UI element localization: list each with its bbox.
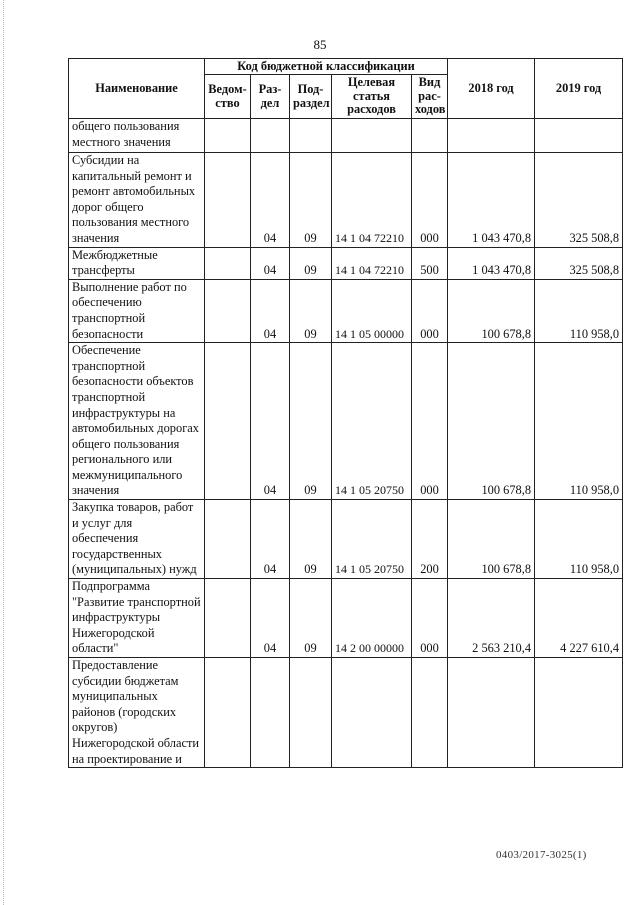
row-value-2019: 110 958,0 <box>535 500 623 579</box>
row-podrazdel: 09 <box>290 343 332 500</box>
row-expense-type: 000 <box>412 279 448 342</box>
row-name: Обеспечение транспортной безопасности объектов транспортной инфраструктуры на автомобильных дорогах общего пользования регионального или межмуниципального значения <box>69 343 205 500</box>
row-name: Субсидии на капитальный ремонт и ремонт автомобильных дорог общего пользования местного значения <box>69 153 205 248</box>
row-vedomstvo <box>205 500 251 579</box>
row-razdel: 04 <box>251 247 290 279</box>
document-code: 0403/2017-3025(1) <box>496 849 587 861</box>
table-row <box>69 343 623 500</box>
row-name: Межбюджетные трансферты <box>69 247 205 279</box>
header-name: Наименование <box>69 59 205 119</box>
row-target-article <box>332 119 412 153</box>
row-target-article: 14 1 04 72210 <box>332 247 412 279</box>
row-razdel: 04 <box>251 279 290 342</box>
row-expense-type <box>412 119 448 153</box>
header-year-2019: 2019 год <box>535 59 623 119</box>
row-value-2019: 110 958,0 <box>535 343 623 500</box>
table-row <box>69 119 623 153</box>
row-target-article: 14 1 05 00000 <box>332 279 412 342</box>
row-vedomstvo <box>205 279 251 342</box>
row-target-article: 14 1 04 72210 <box>332 153 412 248</box>
table-row <box>69 500 623 579</box>
row-vedomstvo <box>205 579 251 658</box>
row-vedomstvo <box>205 119 251 153</box>
row-razdel <box>251 119 290 153</box>
row-vedomstvo <box>205 343 251 500</box>
row-value-2019 <box>535 119 623 153</box>
table-row <box>69 579 623 658</box>
row-name: Выполнение работ по обеспечению транспортной безопасности <box>69 279 205 342</box>
row-target-article: 14 1 05 20750 <box>332 500 412 579</box>
row-expense-type: 000 <box>412 343 448 500</box>
row-podrazdel: 09 <box>290 579 332 658</box>
scan-edge-line <box>3 0 5 905</box>
row-podrazdel <box>290 658 332 768</box>
row-name: Закупка товаров, работ и услуг для обеспечения государственных (муниципальных) нужд <box>69 500 205 579</box>
header-year-2018: 2018 год <box>448 59 535 119</box>
table-row <box>69 658 623 768</box>
row-vedomstvo <box>205 658 251 768</box>
row-expense-type: 000 <box>412 579 448 658</box>
header-podrazdel: Под-раздел <box>290 75 332 119</box>
row-value-2018: 1 043 470,8 <box>448 153 535 248</box>
header-razdel: Раз-дел <box>251 75 290 119</box>
row-razdel: 04 <box>251 579 290 658</box>
row-vedomstvo <box>205 153 251 248</box>
row-razdel: 04 <box>251 500 290 579</box>
row-value-2018: 1 043 470,8 <box>448 247 535 279</box>
table-row <box>69 153 623 248</box>
page-number: 85 <box>313 37 327 52</box>
row-expense-type: 500 <box>412 247 448 279</box>
row-value-2019: 325 508,8 <box>535 247 623 279</box>
row-razdel: 04 <box>251 153 290 248</box>
row-podrazdel: 09 <box>290 153 332 248</box>
row-target-article <box>332 658 412 768</box>
row-value-2019 <box>535 658 623 768</box>
row-value-2018: 100 678,8 <box>448 500 535 579</box>
row-name: общего пользования местного значения <box>69 119 205 153</box>
table-row <box>69 247 623 279</box>
header-classification-group: Код бюджетной классификации <box>205 59 448 75</box>
header-vedomstvo: Ведом-ство <box>205 75 251 119</box>
budget-table <box>68 58 623 768</box>
row-value-2018: 2 563 210,4 <box>448 579 535 658</box>
table-row <box>69 279 623 342</box>
row-podrazdel: 09 <box>290 500 332 579</box>
row-expense-type: 000 <box>412 153 448 248</box>
row-value-2018: 100 678,8 <box>448 343 535 500</box>
header-target-article: Целевая статья расходов <box>332 75 412 119</box>
row-podrazdel <box>290 119 332 153</box>
row-podrazdel: 09 <box>290 279 332 342</box>
row-target-article: 14 1 05 20750 <box>332 343 412 500</box>
row-vedomstvo <box>205 247 251 279</box>
row-podrazdel: 09 <box>290 247 332 279</box>
row-razdel <box>251 658 290 768</box>
row-target-article: 14 2 00 00000 <box>332 579 412 658</box>
row-value-2019: 4 227 610,4 <box>535 579 623 658</box>
row-value-2018: 100 678,8 <box>448 279 535 342</box>
row-name: Подпрограмма "Развитие транспортной инфраструктуры Нижегородской области" <box>69 579 205 658</box>
row-razdel: 04 <box>251 343 290 500</box>
row-value-2018 <box>448 119 535 153</box>
row-value-2019: 110 958,0 <box>535 279 623 342</box>
row-name: Предоставление субсидии бюджетам муниципальных районов (городских округов) Нижегородской области на проектирование и <box>69 658 205 768</box>
row-expense-type <box>412 658 448 768</box>
row-expense-type: 200 <box>412 500 448 579</box>
row-value-2018 <box>448 658 535 768</box>
row-value-2019: 325 508,8 <box>535 153 623 248</box>
header-expense-type: Вид рас-ходов <box>412 75 448 119</box>
